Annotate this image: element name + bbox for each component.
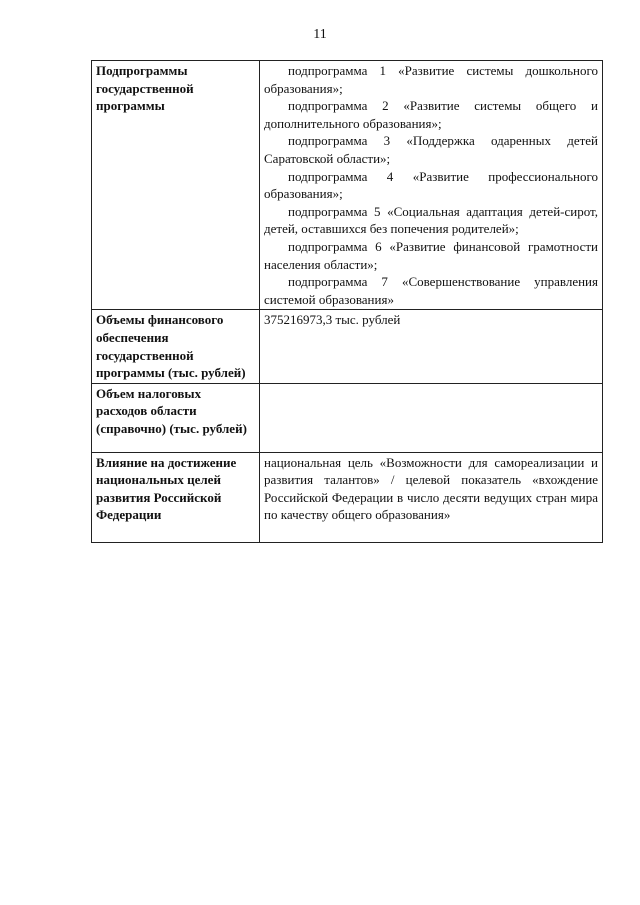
subprogram-item-2: подпрограмма 2 «Развитие системы общего и дополнительного образования»; bbox=[264, 98, 598, 131]
subprogram-item-1: подпрограмма 1 «Развитие системы дошкольного образования»; bbox=[264, 63, 598, 96]
row-value-subprograms bbox=[260, 61, 603, 310]
table-row-tax-expenses bbox=[92, 383, 603, 452]
table-row-national-goals bbox=[92, 452, 603, 542]
table-row-subprograms bbox=[92, 61, 603, 310]
program-passport-table bbox=[91, 60, 603, 543]
subprogram-item-4: подпрограмма 4 «Развитие профессионального образования»; bbox=[264, 168, 598, 202]
row-value-national-goals: национальная цель «Возможности для самореализации и развития талантов» / целевой показатель «вхождение Российской Федерации в число десяти ведущих стран мира по качеству общего образования» bbox=[260, 452, 603, 542]
row-label-subprograms: Подпрограммы государственной программы bbox=[92, 61, 260, 310]
row-label-national-goals: Влияние на достижение национальных целей развития Российской Федерации bbox=[92, 452, 260, 542]
subprogram-item-6: подпрограмма 6 «Развитие финансовой грамотности населения области»; bbox=[264, 238, 598, 272]
subprogram-item-3: подпрограмма 3 «Поддержка одаренных детей Саратовской области»; bbox=[264, 133, 598, 166]
row-label-financing: Объемы финансового обеспечения государственной программы (тыс. рублей) bbox=[92, 310, 260, 383]
subprogram-item-5: подпрограмма 5 «Социальная адаптация детей-сирот, детей, оставшихся без попечения родителей»; bbox=[264, 203, 598, 237]
subprogram-item-7: подпрограмма 7 «Совершенствование управления системой образования» bbox=[264, 274, 598, 307]
row-value-financing: 375216973,3 тыс. рублей bbox=[260, 310, 603, 383]
table-row-financing bbox=[92, 310, 603, 383]
row-label-tax-expenses: Объем налоговых расходов области (справочно) (тыс. рублей) bbox=[92, 383, 260, 452]
row-value-tax-expenses bbox=[260, 383, 603, 452]
page-number: 11 bbox=[313, 27, 327, 42]
